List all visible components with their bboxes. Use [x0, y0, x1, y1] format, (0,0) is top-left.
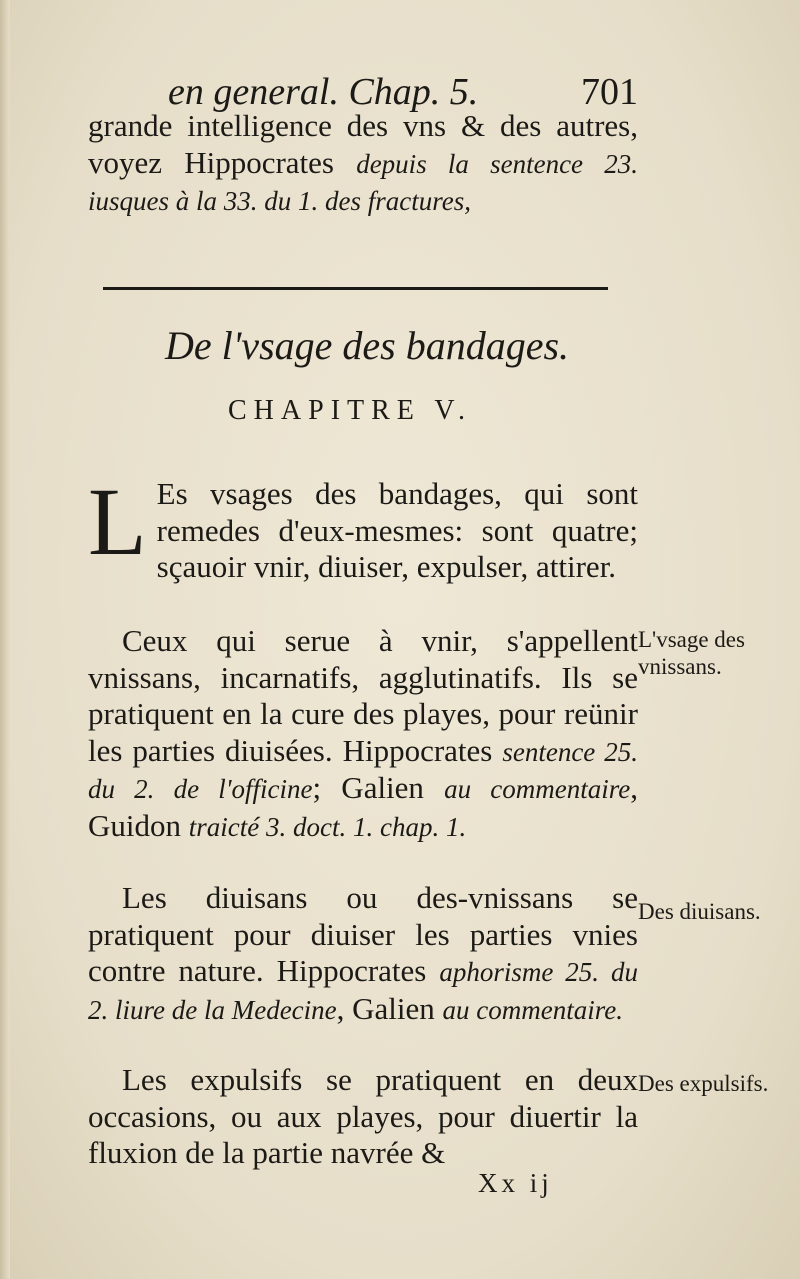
paragraph-1-text: Es vsages des bandages, qui sont remedes d'eux-mesmes: sont quatre; sçauoir vnir, diuiser, expulser, attirer.: [156, 476, 638, 584]
p4-text: Les expulsifs se pratiquent en deux occasions, ou aux playes, pour diuertir la fluxion de la partie navrée &: [88, 1062, 638, 1170]
paragraph-4: [88, 1062, 638, 1172]
p2-text: Ceux qui serue à vnir, s'appellent vnissans, incarnatifs, agglutinatifs. Ils se pratiquent en la cure des playes, pour reünir les parties diuisées. Hippocrates: [88, 623, 638, 768]
section-title: De l'vsage des bandages.: [165, 323, 570, 368]
page-number: 701: [581, 71, 638, 113]
drop-cap: L: [88, 468, 147, 575]
margin-note-vnissans: L'vsage des vnissans.: [638, 627, 745, 679]
p2-sep-1: ; Galien: [312, 770, 445, 805]
p2-ref-3: traicté 3. doct. 1. chap. 1.: [188, 811, 467, 842]
intro-paragraph: [88, 108, 638, 220]
p3-ref-2: au commentaire.: [442, 994, 624, 1025]
intro-reference: depuis la sentence 23. iusques à la 33. du 1. des fractures,: [88, 148, 638, 216]
p2-sep-2: , Guidon: [88, 770, 638, 843]
margin-note-diuisans: Des diuisans.: [638, 899, 761, 924]
signature-mark: Xx ij: [478, 1168, 553, 1198]
p3-ref-1: aphorisme 25. du 2. liure de la Medecine: [88, 957, 639, 1025]
p2-ref-2: au commentaire: [444, 774, 631, 804]
paragraph-1: [88, 468, 638, 586]
running-title: en general. Chap. 5.: [168, 71, 479, 113]
margin-note-expulsifs: Des expulsifs.: [638, 1071, 769, 1096]
paragraph-2: [88, 623, 638, 845]
p2-ref-1: sentence 25. du 2. de l'officine: [88, 736, 639, 804]
p3-text: Les diuisans ou des-vnissans se pratiquent pour diuiser les parties vnies contre nature. Hippocrates: [88, 880, 638, 988]
chapter-heading: CHAPITRE V.: [228, 395, 473, 426]
page-edge: [0, 0, 10, 1279]
section-divider: [103, 287, 608, 290]
intro-text: grande intelligence des vns & des autres, voyez Hippocrates: [88, 108, 638, 180]
paragraph-3: [88, 880, 638, 1028]
p3-sep: , Galien: [336, 990, 443, 1026]
